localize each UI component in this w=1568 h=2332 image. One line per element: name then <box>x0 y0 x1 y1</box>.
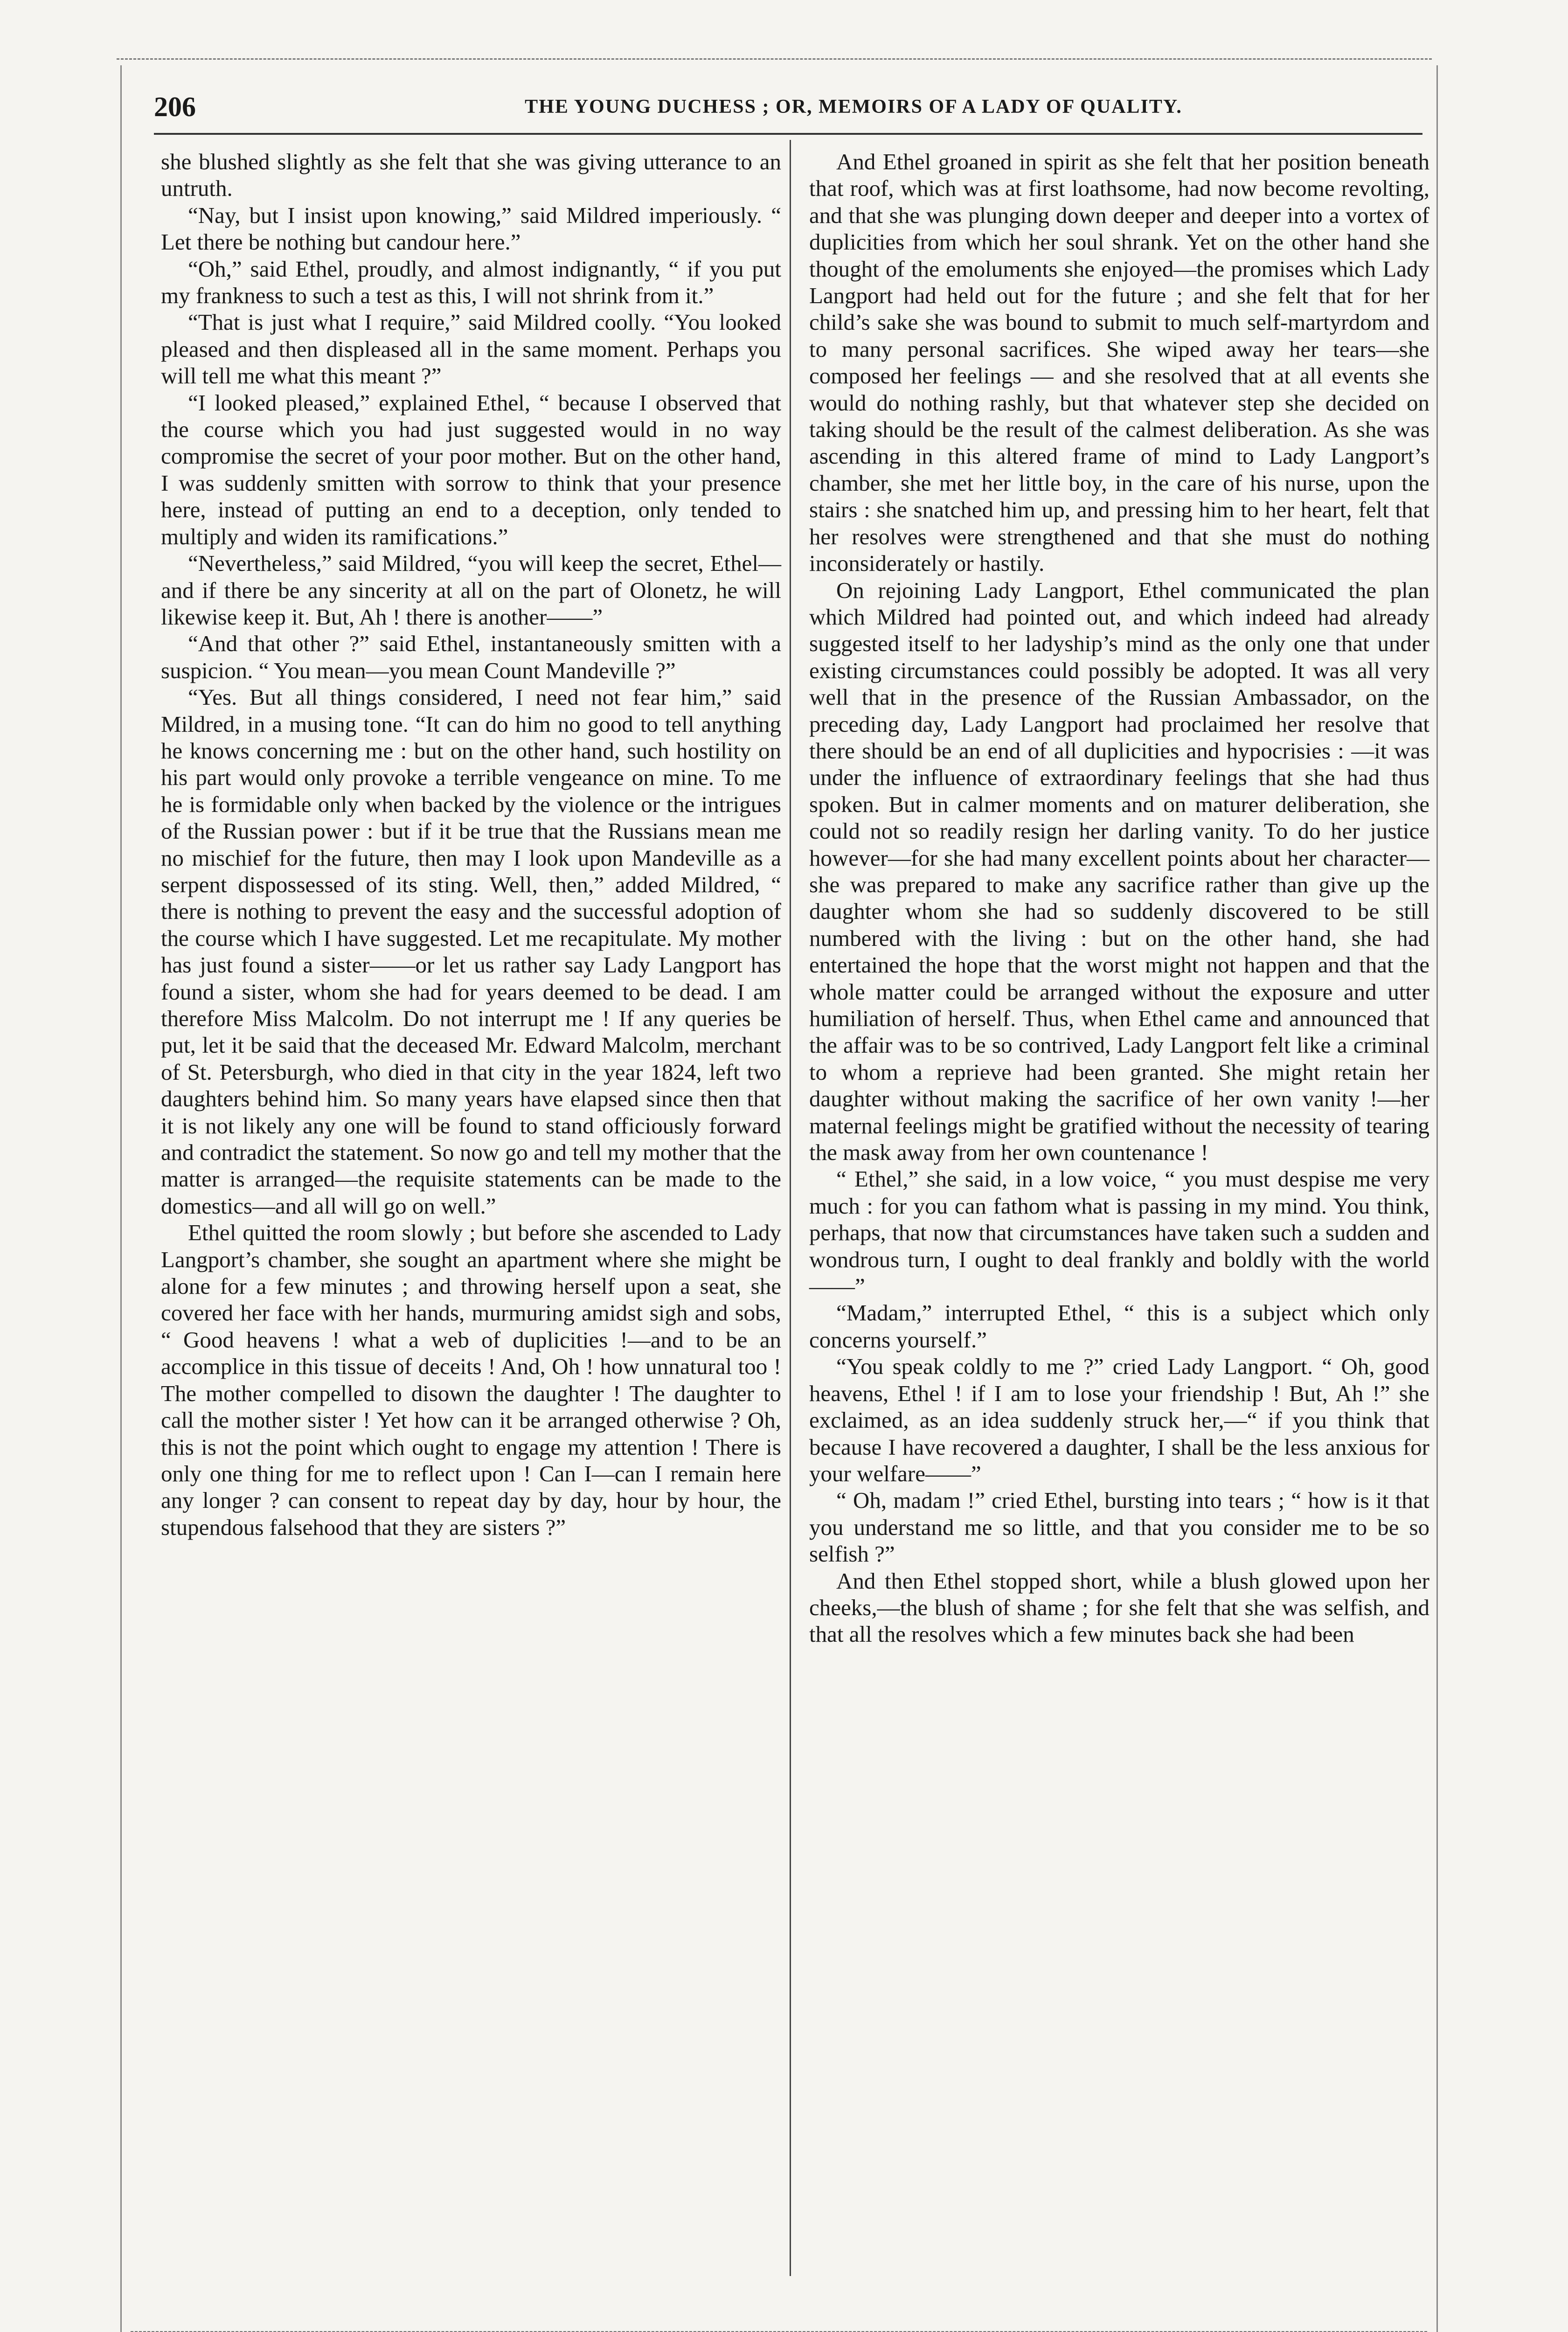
paragraph: “You speak coldly to me ?” cried Lady Langport. “ Oh, good heavens, Ethel ! if I am to lose your friendship ! But, Ah !” she exclaimed, as an idea suddenly struck her,—“ if you think that because I have recovered a daughter, I shall be the less anxious for your welfare——” <box>809 1353 1429 1486</box>
paragraph: she blushed slightly as she felt that she was giving utterance to an untruth. <box>161 149 781 201</box>
paragraph: “Nay, but I insist upon knowing,” said Mildred imperiously. “ Let there be nothing but candour here.” <box>161 202 781 255</box>
paragraph: And Ethel groaned in spirit as she felt that her position beneath that roof, which was at first loathsome, had now become revolting, and that she was plunging down deeper and deeper into a vortex of duplicities from which her soul shrank. Yet on the other hand she thought of the emoluments she enjoyed—the promises which Lady Langport had held out for the future ; and she felt that for her child’s sake she was bound to submit to much self-martyrdom and to many personal sacrifices. She wiped away her tears—she composed her feelings — and she resolved that at all events she would do nothing rashly, but that whatever step she decided on taking should be the result of the calmest deliberation. As she was ascending in this altered frame of mind to Lady Langport’s chamber, she met her little boy, in the care of his nurse, upon the stairs : she snatched him up, and pressing him to her heart, felt that her resolves were strengthened and that she must do nothing inconsiderately or hastily. <box>809 149 1429 576</box>
paragraph: “Madam,” interrupted Ethel, “ this is a subject which only concerns yourself.” <box>809 1300 1429 1353</box>
paragraph: Ethel quitted the room slowly ; but before she ascended to Lady Langport’s chamber, she sought an apartment where she might be alone for a few minutes ; and throwing herself upon a seat, she covered her face with her hands, murmuring amidst sigh and sobs, “ Good heavens ! what a web of duplicities !—and to be an accomplice in this tissue of deceits ! And, Oh ! how unnatural too ! The mother compelled to disown the daughter ! The daughter to call the mother sister ! Yet how can it be arranged otherwise ? Oh, this is not the point which ought to engage my attention ! There is only one thing for me to reflect upon ! Can I—can I remain here any longer ? can consent to repeat day by day, hour by hour, the stupendous falsehood that they are sisters ?” <box>161 1220 781 1540</box>
running-head: THE YOUNG DUCHESS ; OR, MEMOIRS OF A LADY OF QUALITY. <box>525 96 1182 118</box>
paragraph: “That is just what I require,” said Mildred coolly. “You looked pleased and then displeased all in the same moment. Perhaps you will tell me what this meant ?” <box>161 309 781 389</box>
page-number: 206 <box>154 91 196 122</box>
paragraph: “ Ethel,” she said, in a low voice, “ you must despise me very much : for you can fathom what is passing in my mind. You think, perhaps, that now that circumstances have taken such a sudden and wondrous turn, I ought to deal frankly and boldly with the world——” <box>809 1166 1429 1299</box>
paragraph: “Yes. But all things considered, I need not fear him,” said Mildred, in a musing tone. “It can do him no good to tell anything he knows concerning me : but on the other hand, such hostility on his part would only provoke a terrible vengeance on mine. To me he is formidable only when backed by the violence or the intrigues of the Russian power : but if it be true that the Russians mean me no mischief for the future, then may I look upon Mandeville as a serpent dispossessed of its sting. Well, then,” added Mildred, “ there is nothing to prevent the easy and the successful adoption of the course which I have suggested. Let me recapitulate. My mother has just found a sister——or let us rather say Lady Langport has found a sister, whom she had for years deemed to be dead. I am therefore Miss Malcolm. Do not interrupt me ! If any queries be put, let it be said that the deceased Mr. Edward Malcolm, merchant of St. Petersburgh, who died in that city in the year 1824, left two daughters behind him. So many years have elapsed since then that it is not likely any one will be found to stand officiously forward and contradict the statement. So now go and tell my mother that the matter is arranged—the requisite statements can be made to the domestics—and all will go on well.” <box>161 684 781 1219</box>
paragraph: “Nevertheless,” said Mildred, “you will keep the secret, Ethel—and if there be any sincerity at all on the part of Olonetz, he will likewise keep it. But, Ah ! there is another——” <box>161 550 781 630</box>
top-border-rule <box>117 58 1432 60</box>
page-header <box>154 91 1422 128</box>
right-text-column <box>809 148 1429 1648</box>
paragraph: “ Oh, madam !” cried Ethel, bursting into tears ; “ how is it that you understand me so little, and that you consider me to be so selfish ?” <box>809 1487 1429 1567</box>
left-border-rule <box>120 65 122 2332</box>
column-divider <box>790 140 791 2276</box>
right-border-rule <box>1436 65 1438 2332</box>
paragraph: “I looked pleased,” explained Ethel, “ because I observed that the course which you had just suggested would in no way compromise the secret of your poor mother. But on the other hand, I was suddenly smitten with sorrow to think that your presence here, instead of putting an end to a deception, only tended to multiply and widen its ramifications.” <box>161 389 781 549</box>
paragraph: On rejoining Lady Langport, Ethel communicated the plan which Mildred had pointed out, and which indeed had already suggested itself to her ladyship’s mind as the only one that under existing circumstances could possibly be adopted. It was all very well that in the presence of the Russian Ambassador, on the preceding day, Lady Langport had proclaimed her resolve that there should be an end of all duplicities and hypocrisies : —it was under the influence of extraordinary feelings that she had thus spoken. But in calmer moments and on maturer deliberation, she could not so readily resign her darling vanity. To do her justice however—for she had many excellent points about her character—she was prepared to make any sacrifice rather than give up the daughter whom she had so suddenly discovered to be still numbered with the living : but on the other hand, she had entertained the hope that the worst might not happen and that the whole matter could be arranged without the exposure and utter humiliation of herself. Thus, when Ethel came and announced that the affair was to be so contrived, Lady Langport felt like a criminal to whom a reprieve had been granted. She might retain her daughter without making the sacrifice of her own vanity !—her maternal feelings might be gratified without the necessity of tearing the mask away from her own countenance ! <box>809 577 1429 1166</box>
paragraph: And then Ethel stopped short, while a blush glowed upon her cheeks,—the blush of shame ; for she felt that she was selfish, and that all the resolves which a few minutes back she had been <box>809 1568 1429 1647</box>
left-text-column <box>161 148 781 1541</box>
paragraph: “Oh,” said Ethel, proudly, and almost indignantly, “ if you put my frankness to such a test as this, I will not shrink from it.” <box>161 256 781 309</box>
header-rule <box>154 133 1422 135</box>
paragraph: “And that other ?” said Ethel, instantaneously smitten with a suspicion. “ You mean—you mean Count Mandeville ?” <box>161 631 781 683</box>
